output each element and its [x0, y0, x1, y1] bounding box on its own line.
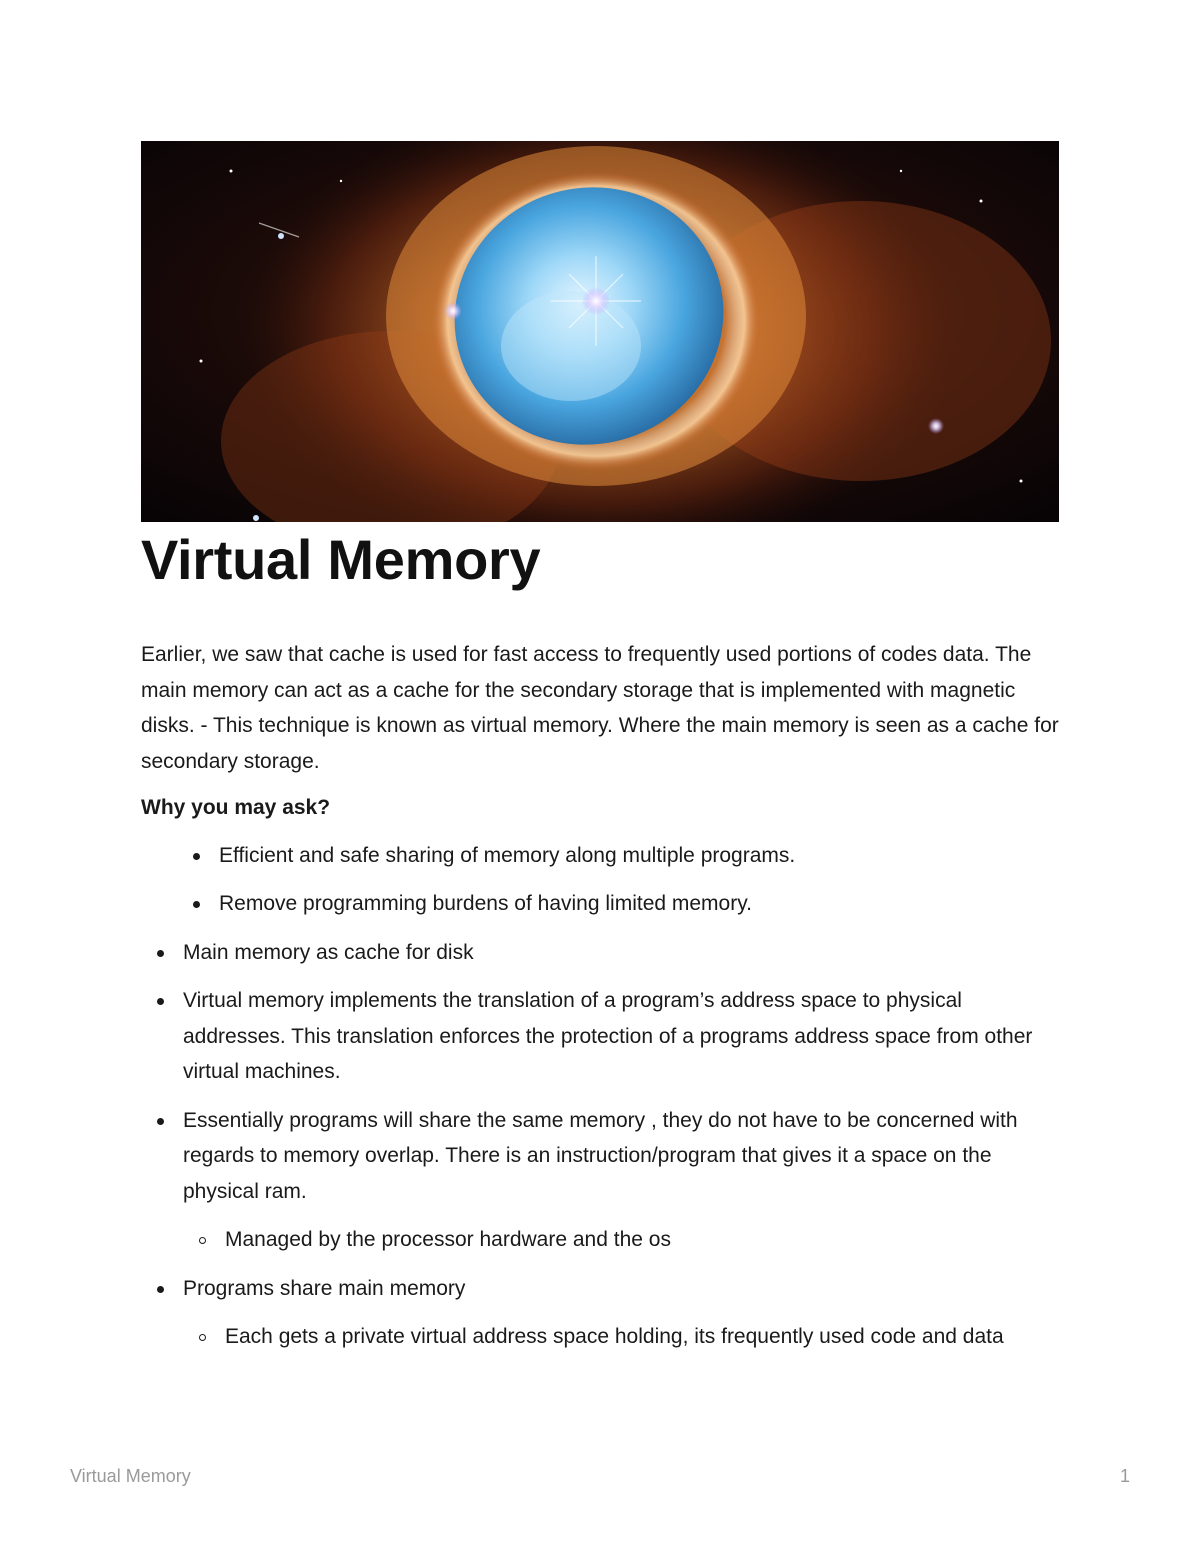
list-item: [141, 1103, 1059, 1258]
list-item: [141, 983, 1059, 1090]
document-body: [141, 637, 1059, 1368]
list-item: Efficient and safe sharing of memory along multiple programs.: [177, 838, 1059, 874]
cover-image-nebula: [141, 141, 1059, 522]
sub-list: [183, 1222, 1059, 1258]
list-item-text: Essentially programs will share the same memory , they do not have to be concerned with regards to memory overlap. There is an instruction/program that gives it a space on the physical ram.: [183, 1108, 1018, 1203]
sub-list: [183, 1319, 1059, 1355]
reasons-list: [177, 838, 1059, 922]
list-item: [141, 1271, 1059, 1355]
list-item-text: Virtual memory implements the translation of a program’s address space to physical addresses. This translation enforces the protection of a programs address space from other virtual machines.: [183, 989, 1033, 1083]
footer-title: Virtual Memory: [70, 1466, 191, 1486]
sub-list-item: Managed by the processor hardware and the os: [183, 1222, 1059, 1258]
page-title: Virtual Memory: [141, 528, 541, 591]
list-item-text: Programs share main memory: [183, 1276, 466, 1300]
list-item: [141, 935, 1059, 971]
intro-paragraph: Earlier, we saw that cache is used for fast access to frequently used portions of codes data. The main memory can act as a cache for the secondary storage that is implemented with magnetic disks. - This technique is known as virtual memory. Where the main memory is seen as a cache for secondary storage.: [141, 643, 1059, 773]
list-item-text: Main memory as cache for disk: [183, 940, 474, 964]
list-item: Remove programming burdens of having limited memory.: [177, 886, 1059, 922]
sub-list-item: Each gets a private virtual address space holding, its frequently used code and data: [183, 1319, 1059, 1355]
points-list: [141, 935, 1059, 1355]
subheading: Why you may ask?: [141, 796, 331, 819]
reasons-list-wrapper: [141, 838, 1059, 922]
page-number: 1: [1119, 1466, 1130, 1486]
